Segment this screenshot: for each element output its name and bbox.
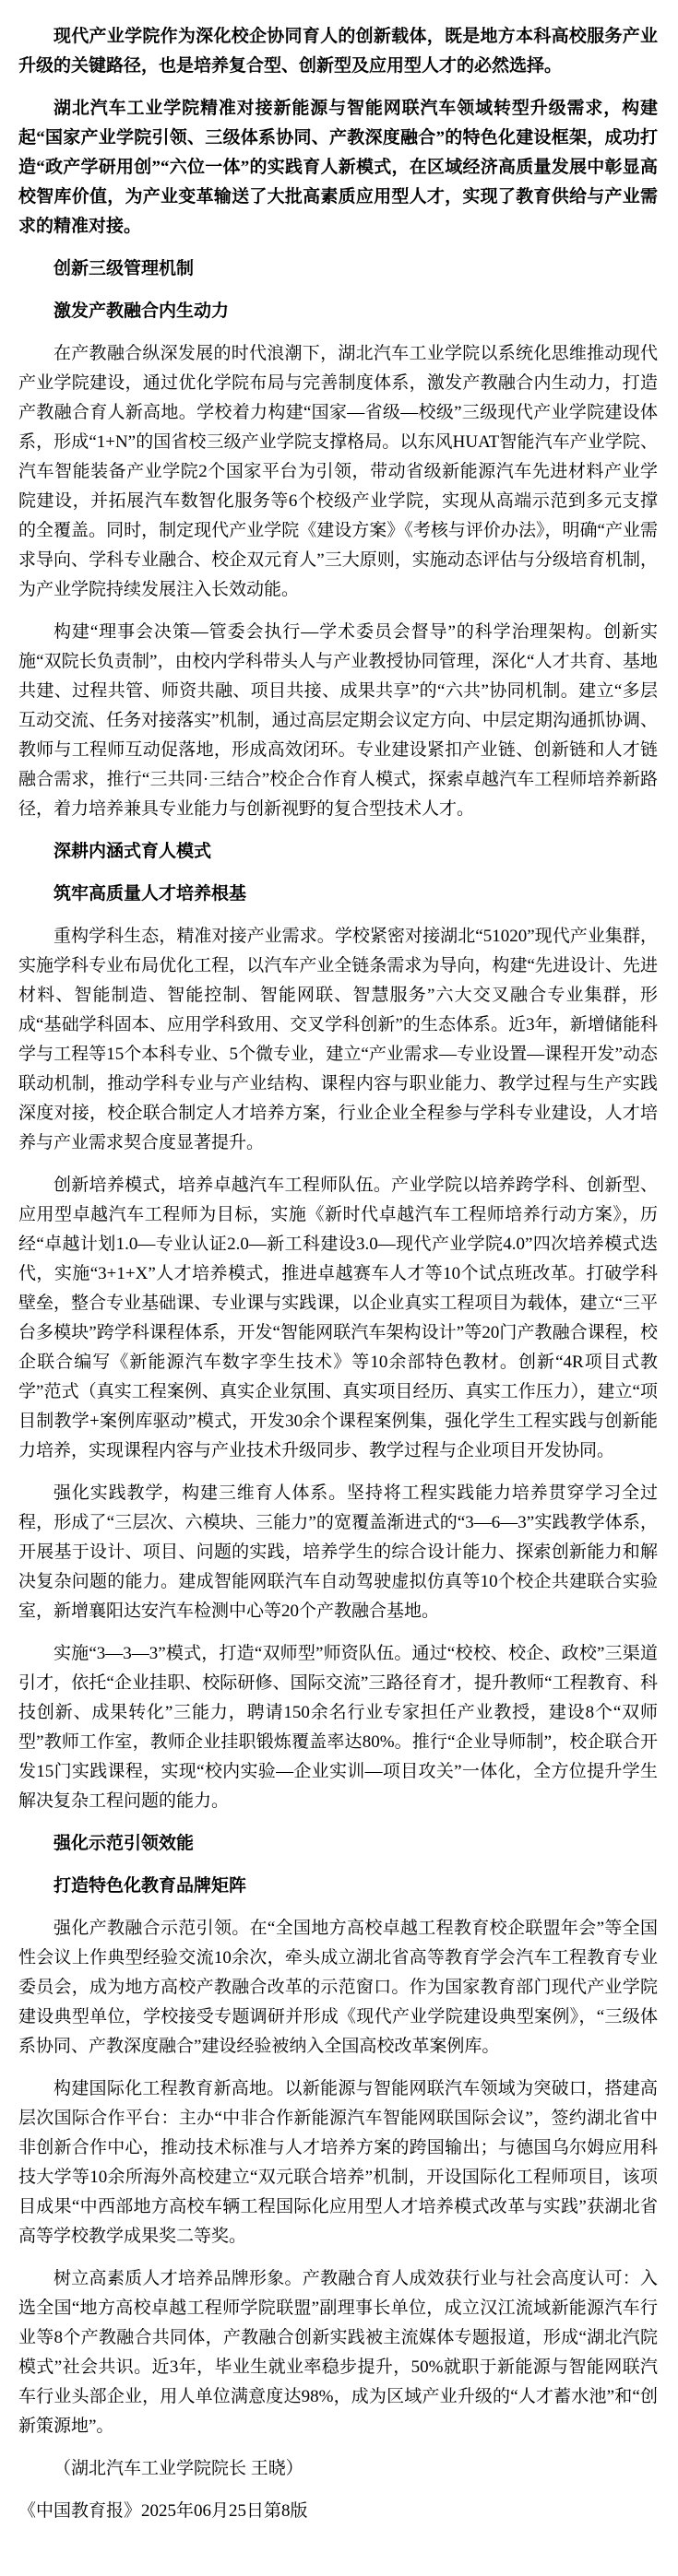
body-paragraph: 构建“理事会决策—管委会执行—学术委员会督导”的科学治理架构。创新实施“双院长负责制”，由校内学科带头人与产业教授协同管理，深化“人才共育、基地共建、过程共管、师资共融、项目共接、成果共享”的“六共”协同机制。建立“多层互动交流、任务对接落实”机制，通过高层定期会议定方向、中层定期沟通抓协调、教师与工程师互动促落地，形成高效闭环。专业建设紧扣产业链、创新链和人才链融合需求，推行“三共同·三结合”校企合作育人模式，探索卓越汽车工程师培养新路径，着力培养兼具专业能力与创新视野的复合型技术人才。	[18, 622, 658, 819]
section-heading: 深耕内涵式育人模式	[54, 842, 212, 861]
body-paragraph: 强化实践教学，构建三维育人体系。坚持将工程实践能力培养贯穿学习全过程，形成了“三层次、六模块、三能力”的宽覆盖渐进式的“3—6—3”实践教学体系，开展基于设计、项目、问题的实践，培养学生的综合设计能力、探索创新能力和解决复杂问题的能力。建成智能网联汽车自动驾驶虚拟仿真等10个校企共建联合实验室，新增襄阳达安汽车检测中心等20个产教融合基地。	[18, 1483, 658, 1621]
publication-source: 《中国教育报》2025年06月25日第8版	[18, 2501, 308, 2521]
body-paragraph: 创新培养模式，培养卓越汽车工程师队伍。产业学院以培养跨学科、创新型、应用型卓越汽车工程师为目标，实施《新时代卓越汽车工程师培养行动方案》，历经“卓越计划1.0—专业认证2.0—新工科建设3.0—现代产业学院4.0”四次培养模式迭代，实施“3+1+X”人才培养模式，推进卓越赛车人才等10个试点班改革。打破学科壁垒，整合专业基础课、专业课与实践课，以企业真实工程项目为载体，建立“三平台多模块”跨学科课程体系，开发“智能网联汽车架构设计”等20门产教融合课程，校企联合编写《新能源汽车数字孪生技术》等10余部特色教材。创新“4R项目式教学”范式（真实工程案例、真实企业氛围、真实项目经历、真实工作压力），建立“项目制教学+案例库驱动”模式，开发30余个课程案例集，强化学生工程实践与创新能力培养，实现课程内容与产业技术升级同步、教学过程与企业项目开发协同。	[18, 1176, 658, 1460]
lead-paragraph: 湖北汽车工业学院精准对接新能源与智能网联汽车领域转型升级需求，构建起“国家产业学院引领、三级体系协同、产教深度融合”的特色化建设框架，成功打造“政产学研用创”“六位一体”的实践育人新模式，在区域经济高质量发展中彰显高校智库价值，为产业变革输送了大批高素质应用型人才，实现了教育供给与产业需求的精准对接。	[18, 99, 658, 236]
body-paragraph: 重构学科生态，精准对接产业需求。学校紧密对接湖北“51020”现代产业集群，实施学科专业布局优化工程，以汽车产业全链条需求为导向，构建“先进设计、先进材料、智能制造、智能控制、智能网联、智慧服务”六大交叉融合专业集群，形成“基础学科固本、应用学科致用、交叉学科创新”的生态体系。近3年，新增储能科学与工程等15个本科专业、5个微专业，建立“产业需求—专业设置—课程开发”动态联动机制，推动学科专业与产业结构、课程内容与职业能力、教学过程与生产实践深度对接，校企联合制定人才培养方案，行业企业全程参与学科专业建设，人才培养与产业需求契合度显著提升。	[18, 927, 658, 1152]
section-subheading: 筑牢高质量人才培养根基	[54, 884, 247, 904]
body-paragraph: 强化产教融合示范引领。在“全国地方高校卓越工程教育校企联盟年会”等全国性会议上作典型经验交流10余次，牵头成立湖北省高等教育学会汽车工程教育专业委员会，成为地方高校产教融合改革的示范窗口。作为国家教育部门现代产业学院建设典型单位，学校接受专题调研并形成《现代产业学院建设典型案例》，“三级体系协同、产教深度融合”建设经验被纳入全国高校改革案例库。	[18, 1919, 658, 2056]
section-subheading: 激发产教融合内生动力	[54, 301, 230, 321]
section-heading: 创新三级管理机制	[54, 259, 195, 278]
body-paragraph: 构建国际化工程教育新高地。以新能源与智能网联汽车领域为突破口，搭建高层次国际合作平台：主办“中非合作新能源汽车智能网联国际会议”，签约湖北省中非创新合作中心，推动技术标准与人才培养方案的跨国输出；与德国乌尔姆应用科技大学等10余所海外高校建立“双元联合培养”机制，开设国际化工程师项目，该项目成果“中西部地方高校车辆工程国际化应用型人才培养模式改革与实践”获湖北省高等学校教学成果奖二等奖。	[18, 2079, 658, 2246]
body-paragraph: 实施“3—3—3”模式，打造“双师型”师资队伍。通过“校校、校企、政校”三渠道引才，依托“企业挂职、校际研修、国际交流”三路径育才，提升教师“工程教育、科技创新、成果转化”三能力，聘请150余名行业专家担任产业教授，建设8个“双师型”教师工作室，教师企业挂职锻炼覆盖率达80%。推行“企业导师制”，校企联合开发15门实践课程，实现“校内实验—企业实训—项目攻关”一体化，全方位提升学生解决复杂工程问题的能力。	[18, 1644, 658, 1811]
lead-paragraph: 现代产业学院作为深化校企协同育人的创新载体，既是地方本科高校服务产业升级的关键路径，也是培养复合型、创新型及应用型人才的必然选择。	[18, 27, 658, 76]
author-byline: （湖北汽车工业学院院长 王晓）	[54, 2459, 303, 2478]
section-heading: 强化示范引领效能	[54, 1834, 195, 1853]
section-subheading: 打造特色化教育品牌矩阵	[54, 1876, 247, 1896]
body-paragraph: 在产教融合纵深发展的时代浪潮下，湖北汽车工业学院以系统化思维推动现代产业学院建设，通过优化学院布局与完善制度体系，激发产教融合内生动力，打造产教融合育人新高地。学校着力构建“国家—省级—校级”三级现代产业学院建设体系，形成“1+N”的国省校三级产业学院支撑格局。以东风HUAT智能汽车产业学院、汽车智能装备产业学院2个国家平台为引领，带动省级新能源汽车先进材料产业学院建设，并拓展汽车数智化服务等6个校级产业学院，实现从高端示范到多元支撑的全覆盖。同时，制定现代产业学院《建设方案》《考核与评价办法》，明确“产业需求导向、学科专业融合、校企双元育人”三大原则，实施动态评估与分级培育机制，为产业学院持续发展注入长效动能。	[18, 344, 658, 599]
body-paragraph: 树立高素质人才培养品牌形象。产教融合育人成效获行业与社会高度认可：入选全国“地方高校卓越工程师学院联盟”副理事长单位，成立汉江流域新能源汽车行业等8个产教融合共同体，产教融合创新实践被主流媒体专题报道，形成“湖北汽院模式”社会共识。近3年，毕业生就业率稳步提升，50%就职于新能源与智能网联汽车行业头部企业，用人单位满意度达98%，成为区域产业升级的“人才蓄水池”和“创新策源地”。	[18, 2269, 658, 2436]
